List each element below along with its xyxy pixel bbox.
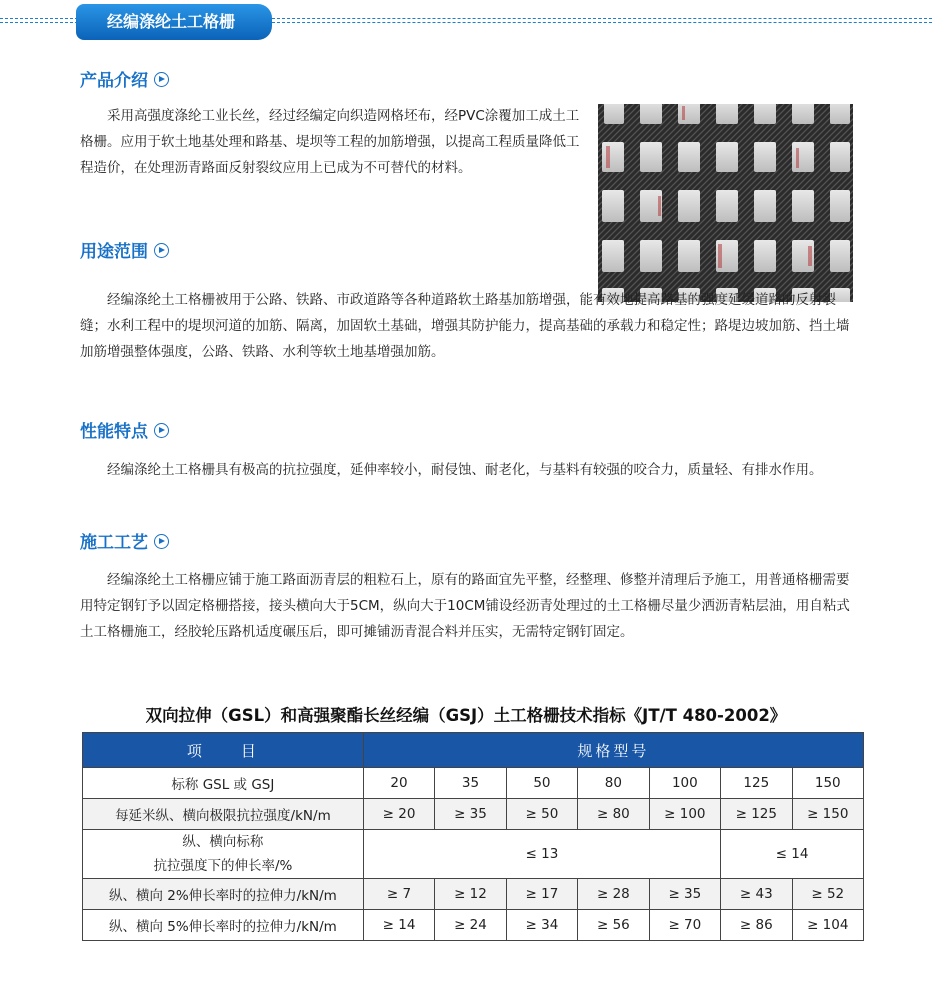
table-cell: 125 <box>721 768 792 799</box>
usage-paragraph-text: 经编涤纶土工格栅被用于公路、铁路、市政道路等各种道路软土路基加筋增强，能有效地提高路基的强度延缓道路的反射裂缝；水利工程中的堤坝河道的加筋、隔离，加固软土基础，增强其防护能力，提高基础的承载力和稳定性；路堤边坡加筋、挡土墙加筋增强整体强度，公路、铁路、水利等软土地基增强加筋。 <box>80 292 850 360</box>
table-cell: ≥ 34 <box>506 910 577 941</box>
table-cell: ≥ 150 <box>792 799 863 830</box>
table-cell: 20 <box>363 768 434 799</box>
table-cell: ≥ 7 <box>363 879 434 910</box>
section-title-features[interactable] <box>80 420 169 444</box>
row-label: 每延米纵、横向极限抗拉强度/kN/m <box>83 799 364 830</box>
table-row <box>83 768 864 799</box>
spec-table-title: 双向拉伸（GSL）和高强聚酯长丝经编（GSJ）土工格栅技术指标《JT/T 480-2002》 <box>145 706 787 725</box>
table-cell: 150 <box>792 768 863 799</box>
page-title-tab: 经编涤纶土工格栅 <box>76 4 272 40</box>
arrow-right-circle-icon <box>154 72 169 87</box>
header-divider-left-2 <box>0 22 78 23</box>
table-cell: ≥ 52 <box>792 879 863 910</box>
row-label: 纵、横向 5%伸长率时的拉伸力/kN/m <box>83 910 364 941</box>
table-row <box>83 799 864 830</box>
table-cell: ≥ 24 <box>435 910 506 941</box>
row-label: 标称 GSL 或 GSJ <box>83 768 364 799</box>
table-row <box>83 830 864 879</box>
table-cell: ≥ 28 <box>578 879 649 910</box>
row-label-line: 纵、横向标称 <box>182 834 264 850</box>
intro-paragraph: 采用高强度涤纶工业长丝，经过经编定向织造网格坯布，经PVC涂覆加工成土工格栅。应用于软土地基处理和路基、堤坝等工程的加筋增强，以提高工程质量降低工程造价，在处理沥青路面反射裂纹应用上已成为不可替代的材料。 <box>80 108 580 176</box>
section-title-label: 性能特点 <box>80 422 148 442</box>
header-divider-left <box>0 18 78 19</box>
row-label <box>83 830 364 879</box>
table-cell: ≥ 35 <box>649 879 720 910</box>
table-cell: ≥ 50 <box>506 799 577 830</box>
arrow-right-circle-icon <box>154 423 169 438</box>
table-header-row <box>83 733 864 768</box>
section-title-construction[interactable] <box>80 531 169 555</box>
table-cell: ≥ 104 <box>792 910 863 941</box>
table-cell: 35 <box>435 768 506 799</box>
section-title-label: 施工工艺 <box>80 533 148 553</box>
header-divider-right <box>272 18 932 19</box>
table-cell: ≤ 13 <box>363 830 720 879</box>
header-item-cell: 项 目 <box>83 733 364 768</box>
table-cell: ≥ 100 <box>649 799 720 830</box>
arrow-right-circle-icon <box>154 534 169 549</box>
section-title-usage[interactable] <box>80 240 169 264</box>
table-cell: ≥ 125 <box>721 799 792 830</box>
header-spec-cell: 规格型号 <box>363 733 863 768</box>
table-cell: 80 <box>578 768 649 799</box>
table-cell: ≤ 14 <box>721 830 864 879</box>
section-title-label: 产品介绍 <box>80 71 148 91</box>
table-cell: ≥ 20 <box>363 799 434 830</box>
features-paragraph: 经编涤纶土工格栅具有极高的抗拉强度，延伸率较小，耐侵蚀、耐老化，与基料有较强的咬合力，质量轻、有排水作用。 <box>107 462 823 478</box>
row-label: 纵、横向 2%伸长率时的拉伸力/kN/m <box>83 879 364 910</box>
table-cell: ≥ 80 <box>578 799 649 830</box>
section-title-label: 用途范围 <box>80 242 148 262</box>
table-cell: ≥ 86 <box>721 910 792 941</box>
product-photo <box>598 104 853 302</box>
table-cell: 100 <box>649 768 720 799</box>
usage-paragraph <box>80 287 850 365</box>
table-cell: 50 <box>506 768 577 799</box>
header-divider-right-2 <box>272 22 932 23</box>
table-cell: ≥ 56 <box>578 910 649 941</box>
construction-paragraph: 经编涤纶土工格栅应铺于施工路面沥青层的粗粒石上，原有的路面宜先平整，经整理、修整并清理后予施工，用普通格栅需要用特定钢钉予以固定格栅搭接，接头横向大于5CM，纵向大于10CM铺设经沥青处理过的土工格栅尽量少洒沥青粘层油，用自粘式土工格栅施工，经胶轮压路机适度碾压后，即可摊铺沥青混合料并压实，无需特定钢钉固定。 <box>80 572 850 640</box>
spec-table <box>82 732 864 941</box>
arrow-right-circle-icon <box>154 243 169 258</box>
table-row <box>83 879 864 910</box>
table-cell: ≥ 35 <box>435 799 506 830</box>
table-cell: ≥ 12 <box>435 879 506 910</box>
table-cell: ≥ 43 <box>721 879 792 910</box>
row-label-line: 抗拉强度下的伸长率/% <box>153 858 293 874</box>
table-cell: ≥ 70 <box>649 910 720 941</box>
table-cell: ≥ 17 <box>506 879 577 910</box>
section-title-intro[interactable] <box>80 69 169 93</box>
table-row <box>83 910 864 941</box>
table-cell: ≥ 14 <box>363 910 434 941</box>
geogrid-image <box>598 104 853 302</box>
